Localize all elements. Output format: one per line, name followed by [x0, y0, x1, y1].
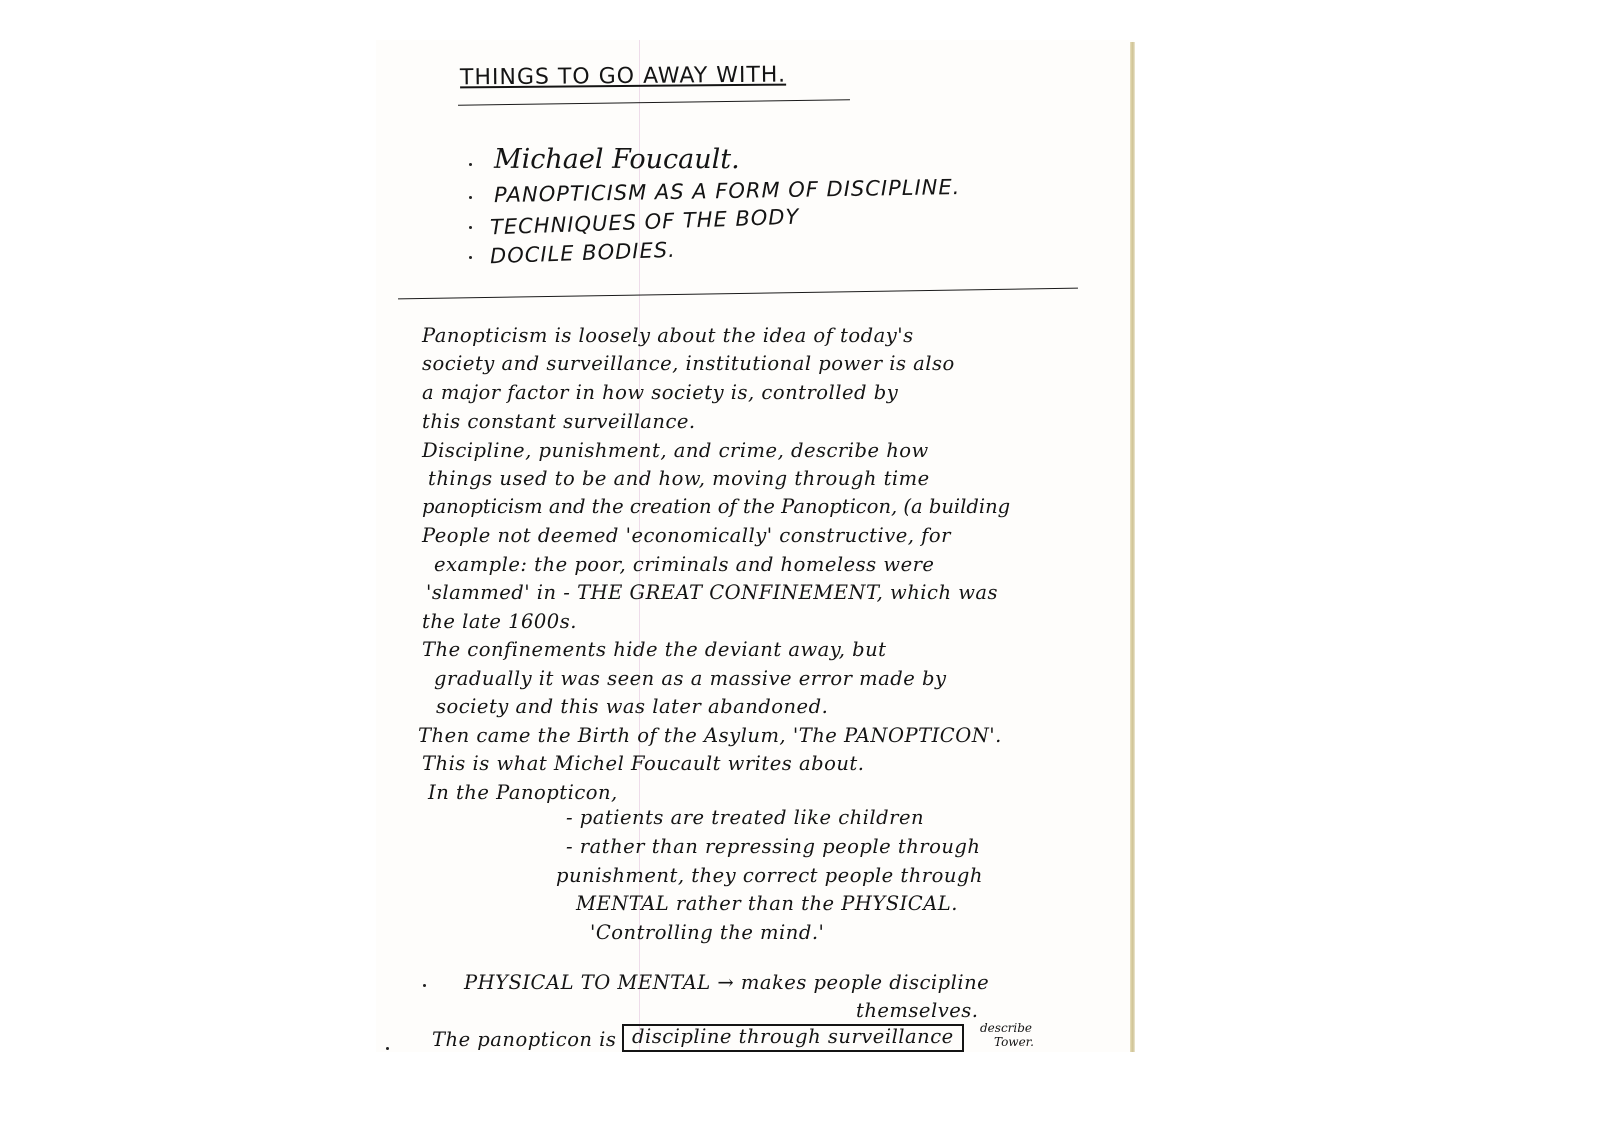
bullet-dot [423, 984, 426, 987]
bullet-dot [469, 196, 472, 199]
note-line: People not deemed 'economically' constructive, for [422, 524, 951, 547]
note-line: example: the poor, criminals and homeless were [434, 553, 935, 576]
panopticon-point: 'Controlling the mind.' [590, 921, 825, 944]
notebook-binding [1130, 42, 1135, 1052]
summary-continuation: themselves. [856, 999, 979, 1022]
note-line: society and surveillance, institutional power is also [422, 352, 955, 375]
page-mark [386, 1047, 389, 1050]
topic-item: Michael Foucault. [494, 144, 740, 175]
note-line: a major factor in how society is, controlled by [422, 381, 899, 404]
note-line: this constant surveillance. [422, 410, 696, 433]
note-line: society and this was later abandoned. [436, 695, 829, 718]
note-line: The confinements hide the deviant away, but [422, 638, 887, 661]
panopticon-point: - patients are treated like children [566, 806, 925, 829]
bullet-dot [469, 226, 472, 229]
note-line: 'slammed' in - THE GREAT CONFINEMENT, which was [426, 581, 999, 604]
note-line: This is what Michel Foucault writes about. [422, 752, 865, 775]
bullet-dot [469, 163, 472, 166]
note-line: panopticism and the creation of the Panopticon, (a building [422, 495, 1011, 518]
page-title: THINGS TO GO AWAY WITH. [459, 62, 787, 91]
note-line: things used to be and how, moving through time [428, 467, 930, 490]
bullet-dot [469, 256, 472, 259]
note-line: Panopticism is loosely about the idea of today's [422, 324, 914, 347]
summary-line: PHYSICAL TO MENTAL → makes people discipline [464, 971, 990, 994]
conclusion-prefix: The panopticon is [432, 1028, 617, 1051]
note-line: the late 1600s. [422, 610, 577, 633]
topic-item: DOCILE BODIES. [489, 237, 677, 269]
panopticon-point: punishment, they correct people through [556, 864, 983, 887]
side-note: Tower. [994, 1035, 1034, 1049]
note-line: In the Panopticon, [428, 781, 618, 804]
topic-item: TECHNIQUES OF THE BODY [489, 204, 800, 240]
side-note: describe [980, 1021, 1033, 1035]
boxed-key-phrase: discipline through surveillance [622, 1024, 964, 1052]
note-line: gradually it was seen as a massive error made by [434, 667, 947, 690]
panopticon-point: MENTAL rather than the PHYSICAL. [576, 892, 958, 915]
topic-item: PANOPTICISM AS A FORM OF DISCIPLINE. [493, 174, 961, 208]
note-line: Then came the Birth of the Asylum, 'The PANOPTICON'. [418, 724, 1002, 747]
note-line: Discipline, punishment, and crime, describe how [422, 439, 929, 462]
panopticon-point: - rather than repressing people through [566, 835, 981, 858]
